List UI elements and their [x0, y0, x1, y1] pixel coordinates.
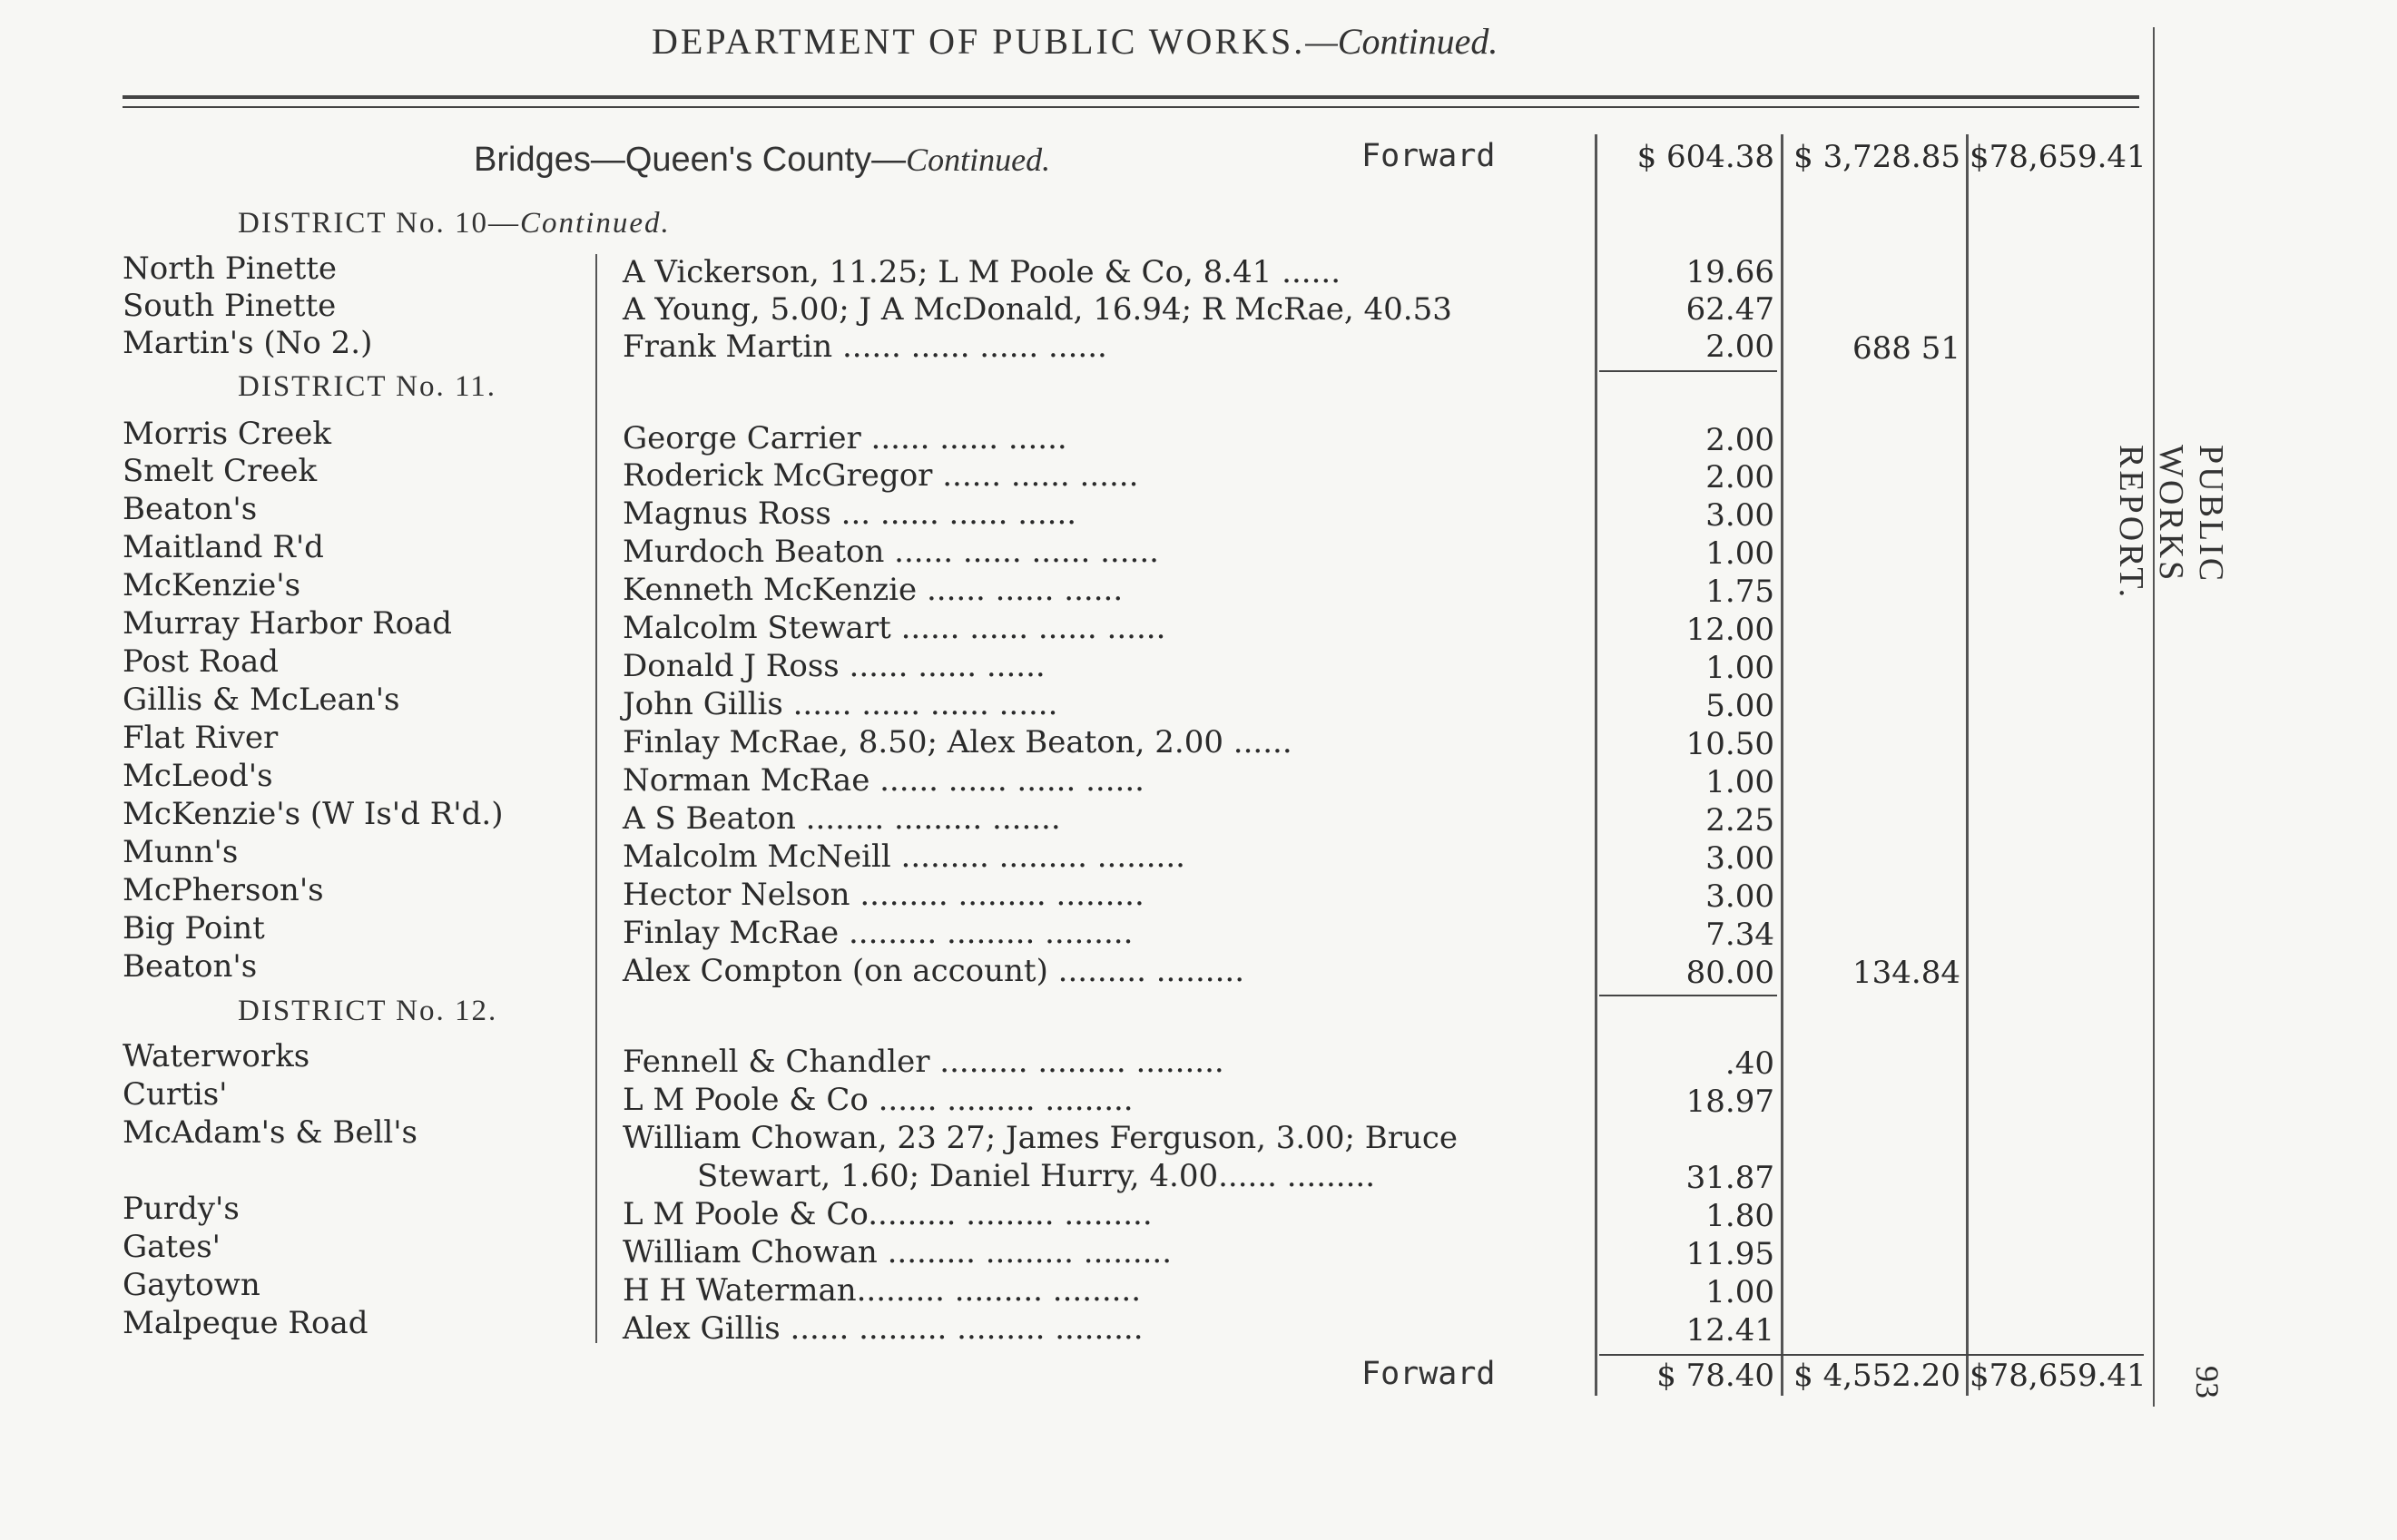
- row-place: McLeod's: [123, 758, 273, 794]
- district-10-subtotal: 688 51: [1852, 330, 1960, 367]
- row-payee: L M Poole & Co......... ......... .........: [623, 1196, 1153, 1232]
- row-payee: Alex Compton (on account) ......... .........: [623, 953, 1244, 989]
- row-amount: 18.97: [1685, 1084, 1774, 1120]
- district-10-label: DISTRICT No. 10—: [238, 207, 520, 240]
- district-11-subtotal: 134.84: [1852, 955, 1960, 991]
- row-amount: 31.87: [1685, 1160, 1774, 1196]
- row-place: Curtis': [123, 1076, 228, 1113]
- payee-column-rule: [595, 254, 597, 1343]
- row-payee: George Carrier ...... ...... ......: [623, 420, 1067, 456]
- row-amount: .40: [1724, 1045, 1774, 1082]
- forward-bottom-rule: [1599, 1354, 2144, 1356]
- row-amount: 1.00: [1705, 650, 1774, 686]
- row-amount: 7.34: [1705, 917, 1774, 953]
- district-11-subtotal-rule: [1599, 995, 1777, 996]
- row-place: McAdam's & Bell's: [123, 1114, 418, 1151]
- forward-label-top: Forward: [1361, 138, 1496, 174]
- row-payee: Magnus Ross ... ...... ...... ......: [623, 495, 1077, 532]
- row-place: Gillis & McLean's: [123, 682, 400, 718]
- forward-bottom-col3: $78,659.41: [1970, 1358, 2146, 1394]
- row-place: Maitland R'd: [123, 529, 324, 565]
- row-place: Beaton's: [123, 948, 258, 985]
- row-place: McPherson's: [123, 872, 324, 908]
- forward-label-bottom: Forward: [1361, 1356, 1496, 1392]
- row-place: Murray Harbor Road: [123, 605, 453, 642]
- row-place: Big Point: [123, 910, 265, 947]
- amount-column-rule-mid: [1781, 134, 1783, 1396]
- row-place: Morris Creek: [123, 416, 332, 452]
- forward-top-col2: $ 3,728.85: [1793, 139, 1960, 175]
- row-payee-continued: Stewart, 1.60; Daniel Hurry, 4.00...... .........: [697, 1158, 1376, 1194]
- section-title-continued: Continued.: [906, 142, 1051, 178]
- row-payee: Fennell & Chandler ......... ......... .........: [623, 1044, 1224, 1080]
- row-payee: A Young, 5.00; J A McDonald, 16.94; R McRae, 40.53: [623, 291, 1452, 328]
- district-10-continued: Continued.: [520, 207, 671, 240]
- row-payee: Finlay McRae, 8.50; Alex Beaton, 2.00 ......: [623, 724, 1292, 760]
- running-header-title: DEPARTMENT OF PUBLIC WORKS.: [652, 21, 1306, 62]
- row-amount: 2.25: [1705, 802, 1774, 839]
- row-amount: 10.50: [1685, 726, 1774, 762]
- row-place: McKenzie's: [123, 567, 301, 603]
- row-amount: 3.00: [1705, 878, 1774, 915]
- row-place: Post Road: [123, 643, 279, 680]
- row-amount: 1.00: [1705, 764, 1774, 800]
- row-payee: Finlay McRae ......... ......... .........: [623, 915, 1134, 951]
- row-amount: 19.66: [1685, 254, 1774, 290]
- row-payee: Murdoch Beaton ...... ...... ...... ......: [623, 534, 1159, 570]
- amount-column-rule-right: [1966, 134, 1969, 1396]
- running-header: [652, 20, 1498, 63]
- row-amount: 3.00: [1705, 497, 1774, 534]
- row-payee: Hector Nelson ......... ......... .........: [623, 877, 1144, 913]
- row-amount: 80.00: [1685, 955, 1774, 991]
- row-place: Purdy's: [123, 1191, 240, 1227]
- side-running-title: PUBLIC WORKS REPORT.: [2112, 445, 2230, 601]
- row-place: Martin's (No 2.): [123, 325, 373, 361]
- row-payee: William Chowan ......... ......... .........: [623, 1234, 1173, 1270]
- header-rule-bottom: [123, 106, 2139, 108]
- row-amount: 2.00: [1705, 422, 1774, 458]
- row-payee: Roderick McGregor ...... ...... ......: [623, 457, 1139, 494]
- row-place: South Pinette: [123, 288, 337, 324]
- row-amount: 1.00: [1705, 1274, 1774, 1310]
- row-place: Smelt Creek: [123, 453, 318, 489]
- section-title-text: Bridges—Queen's County—: [474, 141, 907, 179]
- row-amount: 5.00: [1705, 688, 1774, 724]
- row-amount: 12.00: [1685, 612, 1774, 648]
- row-amount: 1.00: [1705, 535, 1774, 572]
- row-payee: Donald J Ross ...... ...... ......: [623, 648, 1046, 684]
- district-12-heading: DISTRICT No. 12.: [238, 995, 498, 1027]
- row-place: Malpeque Road: [123, 1305, 368, 1341]
- row-amount: 2.00: [1705, 329, 1774, 365]
- row-payee: H H Waterman......... ......... .........: [623, 1272, 1142, 1309]
- district-10-heading: [238, 207, 671, 240]
- row-place: Waterworks: [123, 1038, 310, 1074]
- header-rule-top: [123, 95, 2139, 99]
- row-amount: 11.95: [1685, 1236, 1774, 1272]
- row-payee: A S Beaton ........ ......... .......: [623, 800, 1061, 837]
- row-amount: 62.47: [1685, 291, 1774, 328]
- section-title: [474, 141, 1050, 180]
- row-payee: William Chowan, 23 27; James Ferguson, 3.00; Bruce: [623, 1120, 1459, 1156]
- forward-top-col1: $ 604.38: [1636, 139, 1774, 175]
- row-amount: 1.75: [1705, 574, 1774, 610]
- district-11-heading: DISTRICT No. 11.: [238, 370, 497, 403]
- row-amount: 2.00: [1705, 459, 1774, 495]
- row-payee: Norman McRae ...... ...... ...... ......: [623, 762, 1144, 799]
- row-place: McKenzie's (W Is'd R'd.): [123, 796, 504, 832]
- row-amount: 12.41: [1685, 1312, 1774, 1349]
- page-edge-line: [2153, 27, 2155, 1407]
- row-amount: 3.00: [1705, 840, 1774, 877]
- row-payee: A Vickerson, 11.25; L M Poole & Co, 8.41 ......: [623, 254, 1341, 290]
- row-payee: Alex Gillis ...... ......... ......... .........: [623, 1310, 1144, 1347]
- running-header-continued: —Continued.: [1305, 21, 1498, 62]
- row-place: Gates': [123, 1229, 221, 1265]
- row-payee: Kenneth McKenzie ...... ...... ......: [623, 572, 1124, 608]
- row-place: North Pinette: [123, 250, 338, 287]
- row-payee: Frank Martin ...... ...... ...... ......: [623, 329, 1107, 365]
- district-10-subtotal-rule: [1599, 370, 1777, 372]
- row-place: Gaytown: [123, 1267, 260, 1303]
- forward-top-col3: $78,659.41: [1970, 139, 2146, 175]
- row-payee: Malcolm McNeill ......... ......... .........: [623, 839, 1185, 875]
- row-place: Munn's: [123, 834, 239, 870]
- row-place: Beaton's: [123, 491, 258, 527]
- row-payee: Malcolm Stewart ...... ...... ...... ......: [623, 610, 1166, 646]
- row-payee: L M Poole & Co ...... ......... .........: [623, 1082, 1134, 1118]
- page-number: 93: [2189, 1366, 2225, 1398]
- forward-bottom-col2: $ 4,552.20: [1793, 1358, 1960, 1394]
- row-amount: 1.80: [1705, 1198, 1774, 1234]
- forward-bottom-col1: $ 78.40: [1656, 1358, 1774, 1394]
- row-place: Flat River: [123, 720, 279, 756]
- row-payee: John Gillis ...... ...... ...... ......: [623, 686, 1058, 722]
